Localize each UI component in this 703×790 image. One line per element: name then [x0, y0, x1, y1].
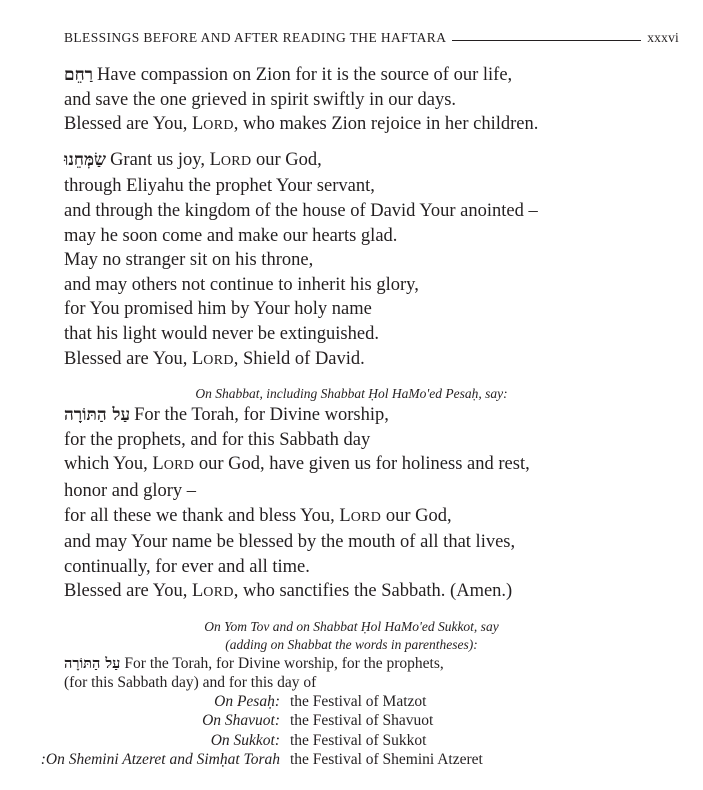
text-line: עַל הַתּוֹרָה For the Torah, for Divine worship, — [64, 405, 389, 426]
hebrew-incipit: עַל הַתּוֹרָה — [64, 405, 131, 426]
blessing-line: Blessed are You, LORD, Shield of David. — [64, 348, 365, 369]
header-rule — [452, 40, 641, 41]
divine-name: L — [152, 454, 164, 475]
text-line: that his light would never be extinguished. — [64, 323, 379, 344]
text-line: may he soon come and make our hearts glad. — [64, 225, 398, 246]
divine-name: L — [191, 114, 204, 135]
festival-name: the Festival of Sukkot — [290, 731, 427, 749]
hebrew-incipit: עַל הַתּוֹרָה — [64, 654, 121, 672]
festival-list — [40, 692, 684, 770]
festival-occasion: On Pesaḥ: — [214, 692, 280, 710]
text-line: honor and glory – — [64, 480, 197, 501]
rahem-paragraph — [64, 63, 684, 139]
text-line: for all these we thank and bless You, LORD our God, — [64, 505, 452, 526]
divine-name: L — [209, 149, 221, 170]
divine-name: L — [339, 505, 351, 526]
text-line: עַל הַתּוֹרָה For the Torah, for Divine worship, for the prophets, — [64, 654, 444, 672]
text-line: May no stranger sit on his throne, — [64, 250, 314, 271]
shabbat-rubric: On Shabbat, including Shabbat Ḥol HaMo'ed Pesaḥ, say: — [195, 386, 508, 402]
text-line: for You promised him by Your holy name — [64, 299, 372, 320]
text-line: and may Your name be blessed by the mouth of all that lives, — [64, 532, 516, 553]
text-line: and may others not continue to inherit his glory, — [64, 274, 419, 295]
text-line: which You, LORD our God, have given us for holiness and rest, — [64, 454, 530, 475]
blessing-line: Blessed are You, LORD, who makes Zion rejoice in her children. — [64, 114, 539, 135]
hebrew-incipit: שַׂמְּחֵנוּ — [64, 149, 107, 170]
festival-row — [40, 750, 684, 770]
hebrew-incipit: רַחֵם — [64, 65, 94, 85]
page-number: xxxvi — [647, 30, 679, 45]
text-line: continually, for ever and all time. — [64, 556, 310, 577]
text-line: and save the one grieved in spirit swiftly in our days. — [64, 89, 457, 110]
shabbat-paragraph — [64, 403, 684, 606]
samhenu-paragraph — [64, 148, 684, 373]
festival-row — [64, 711, 684, 731]
running-header — [64, 26, 679, 46]
festival-name: the Festival of Shavuot — [290, 712, 434, 730]
festival-occasion: On Sukkot: — [210, 731, 280, 749]
festival-row — [64, 731, 684, 751]
text-line: through Eliyahu the prophet Your servant, — [64, 176, 375, 197]
yomtov-paragraph — [40, 654, 684, 770]
festival-occasion: On Shavuot: — [202, 712, 280, 730]
blessing-line: Blessed are You, LORD, who sanctifies the Sabbath. (Amen.) — [64, 581, 513, 602]
page-body — [40, 63, 684, 770]
text-line: רַחֵם Have compassion on Zion for it is the source of our life, — [64, 65, 513, 85]
text-line: (for this Sabbath day) and for this day of — [64, 673, 317, 691]
text-line: and through the kingdom of the house of David Your anointed – — [64, 200, 538, 221]
text-line: שַׂמְּחֵנוּ Grant us joy, LORD our God, — [64, 149, 322, 170]
header-title: BLESSINGS BEFORE AND AFTER READING THE HAFTARA — [64, 30, 447, 45]
festival-name: the Festival of Shemini Atzeret — [290, 751, 483, 769]
text-line: for the prophets, and for this Sabbath day — [64, 429, 371, 450]
festival-name: the Festival of Matzot — [290, 692, 427, 710]
divine-name: L — [191, 348, 204, 369]
yomtov-rubric: On Yom Tov and on Shabbat Ḥol HaMo'ed Sukkot, say (adding on Shabbat the words in parentheses): — [204, 618, 499, 652]
festival-occasion: On Shemini Atzeret and Simḥat Torah: — [40, 751, 280, 769]
divine-name: L — [191, 581, 204, 602]
festival-row — [64, 692, 684, 712]
